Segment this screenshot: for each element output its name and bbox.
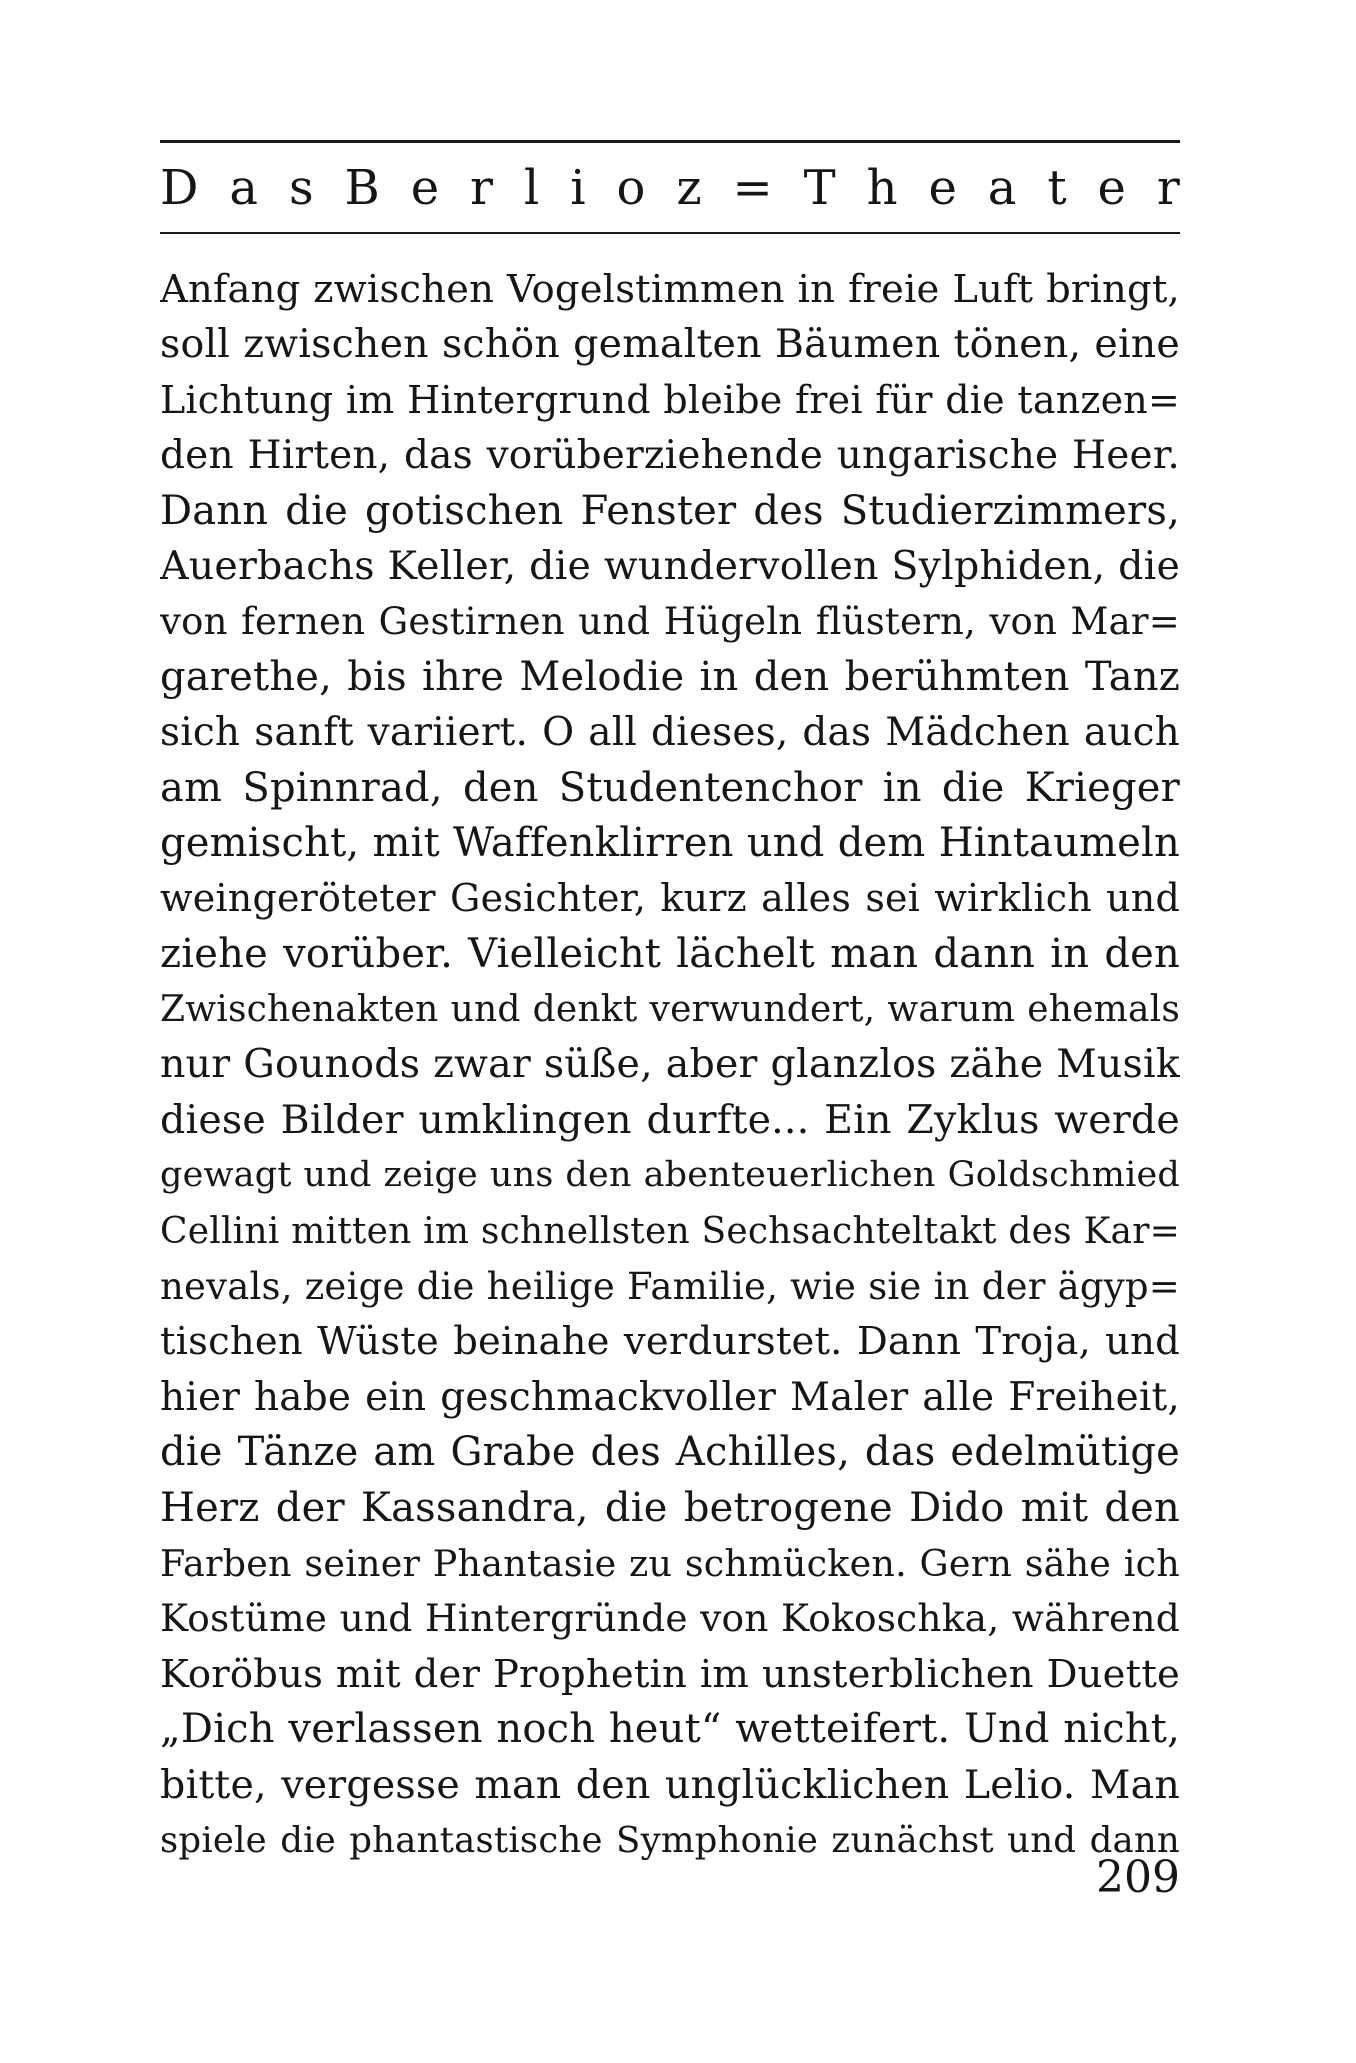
text-line: Dann die gotischen Fenster des Studierzimmers, (160, 487, 1180, 534)
text-line: Kostüme und Hintergründe von Kokoschka, während (160, 1596, 1180, 1641)
text-line: garethe, bis ihre Melodie in den berühmten Tanz (160, 653, 1180, 700)
text-line: nur Gounods zwar süße, aber glanzlos zähe Musik (160, 1041, 1180, 1088)
text-line: tischen Wüste beinahe verdurstet. Dann Troja, und (160, 1319, 1180, 1365)
header-rule-bottom (160, 232, 1180, 234)
running-head-letter: a (229, 160, 259, 216)
text-line: Auerbachs Keller, die wundervollen Sylphiden, die (160, 542, 1180, 589)
running-head-letter: s (288, 160, 314, 216)
running-head-letter: e (928, 160, 957, 216)
text-line: hier habe ein geschmackvoller Maler alle Freiheit, (160, 1374, 1180, 1420)
text-line: von fernen Gestirnen und Hügeln flüstern, von Mar= (160, 600, 1180, 644)
running-head-letter: T (803, 160, 836, 216)
text-line: weingeröteter Gesichter, kurz alles sei wirklich und (160, 876, 1180, 921)
running-head-letter: h (866, 160, 898, 216)
running-head-letter: r (470, 160, 493, 216)
text-line: „Dich verlassen noch heut“ wetteifert. Und nicht, (160, 1706, 1180, 1753)
text-line: die Tänze am Grabe des Achilles, das edelmütige (160, 1429, 1180, 1476)
text-line: Farben seiner Phantasie zu schmücken. Gern sähe ich (160, 1541, 1180, 1585)
running-head-letter: e (410, 160, 440, 216)
text-line: Herz der Kassandra, die betrogene Dido mit den (160, 1484, 1180, 1531)
text-line: spiele die phantastische Symphonie zunächst und dann (160, 1819, 1180, 1861)
running-head-letter: z (676, 160, 702, 216)
text-line: am Spinnrad, den Studentenchor in die Krieger (160, 764, 1180, 811)
running-head-letter: a (987, 160, 1017, 216)
text-line: bitte, vergesse man den unglücklichen Lelio. Man (160, 1761, 1180, 1808)
body-text (160, 262, 1180, 1868)
text-line: soll zwischen schön gemalten Bäumen tönen, eine (160, 321, 1180, 368)
running-head-letter: B (344, 160, 380, 216)
text-line: Cellini mitten im schnellsten Sechsachteltakt des Kar= (160, 1210, 1180, 1252)
running-head-letter: l (523, 160, 540, 216)
running-head-letter: D (160, 160, 199, 216)
text-line: Anfang zwischen Vogelstimmen in freie Luft bringt, (160, 267, 1180, 312)
text-line: den Hirten, das vorüberziehende ungarische Heer. (160, 433, 1180, 479)
text-line: ziehe vorüber. Vielleicht lächelt man dann in den (160, 930, 1180, 977)
running-head (160, 158, 1180, 218)
header-rule-top (160, 140, 1180, 143)
text-line: gewagt und zeige uns den abenteuerlichen Goldschmied (160, 1155, 1180, 1196)
text-line: sich sanft variiert. O all dieses, das Mädchen auch (160, 710, 1180, 756)
text-line: Lichtung im Hintergrund bleibe frei für die tanzen= (160, 377, 1180, 422)
running-head-letter: o (616, 160, 646, 216)
text-line: Koröbus mit der Prophetin im unsterblichen Duette (160, 1651, 1180, 1697)
running-head-letter: t (1047, 160, 1067, 216)
running-head-letter: r (1156, 160, 1180, 216)
running-head-letter: e (1097, 160, 1126, 216)
text-line: diese Bilder umklingen durfte... Ein Zyklus werde (160, 1096, 1180, 1143)
page-number: 209 (1096, 1852, 1180, 1903)
text-line: gemischt, mit Waffenklirren und dem Hintaumeln (160, 819, 1180, 866)
running-head-letter: i (570, 160, 586, 216)
text-line: Zwischenakten und denkt verwundert, warum ehemals (160, 989, 1180, 1031)
running-head-letter: = (732, 160, 773, 216)
text-line: nevals, zeige die heilige Familie, wie sie in der ägyp= (160, 1265, 1180, 1309)
